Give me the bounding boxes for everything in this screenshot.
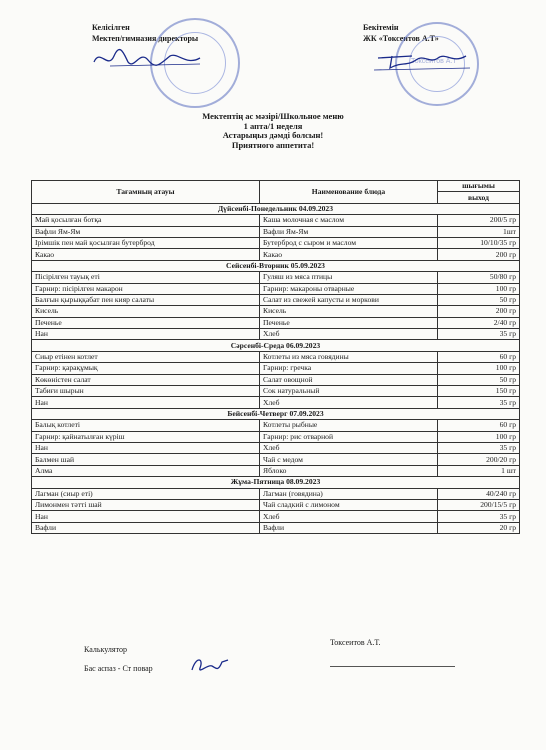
- day-header-row: [32, 203, 520, 214]
- title-line-3: Астарыңыз дәмді болсын!: [222, 130, 324, 140]
- day-header-row: [32, 260, 520, 271]
- dish-name-kz: Май қосылған ботқа: [32, 215, 260, 226]
- dish-name-ru: Вафли: [260, 522, 438, 533]
- table-row: [32, 522, 520, 533]
- dish-name-ru: Хлеб: [260, 511, 438, 522]
- column-header-kz: Тағамның атауы: [32, 181, 260, 204]
- dish-name-ru: Салат овощной: [260, 374, 438, 385]
- table-row: [32, 329, 520, 340]
- table-row: [32, 431, 520, 442]
- dish-name-ru: Хлеб: [260, 329, 438, 340]
- dish-name-kz: Нан: [32, 397, 260, 408]
- dish-name-ru: Кисель: [260, 306, 438, 317]
- dish-name-kz: Нан: [32, 329, 260, 340]
- dish-name-kz: Сиыр етінен котлет: [32, 351, 260, 362]
- dish-name-ru: Гуляш из мяса птицы: [260, 272, 438, 283]
- dish-name-kz: Вафли: [32, 522, 260, 533]
- dish-name-kz: Балмен шай: [32, 454, 260, 465]
- title-line-4: Приятного аппетита!: [231, 139, 315, 150]
- dish-name-kz: Нан: [32, 511, 260, 522]
- dish-name-kz: Балық котлеті: [32, 420, 260, 431]
- dish-name-kz: Гарнир: қарақұмық: [32, 363, 260, 374]
- column-header-ru: Наименование блюда: [260, 181, 438, 204]
- dish-name-ru: Печенье: [260, 317, 438, 328]
- table-row: [32, 374, 520, 385]
- dish-name-kz: Гарнир: пісірілген макарон: [32, 283, 260, 294]
- table-row: [32, 511, 520, 522]
- menu-title: [0, 112, 546, 150]
- dish-output: 200/20 гр: [438, 454, 520, 465]
- dish-name-ru: Каша молочная с маслом: [260, 215, 438, 226]
- dish-output: 200 гр: [438, 249, 520, 260]
- dish-output: 10/10/35 гр: [438, 237, 520, 248]
- dish-name-ru: Хлеб: [260, 397, 438, 408]
- dish-output: 50 гр: [438, 294, 520, 305]
- dish-name-kz: Алма: [32, 465, 260, 476]
- table-row: [32, 249, 520, 260]
- dish-output: 35 гр: [438, 329, 520, 340]
- dish-output: 100 гр: [438, 363, 520, 374]
- dish-name-kz: Лагман (сиыр еті): [32, 488, 260, 499]
- dish-output: 60 гр: [438, 420, 520, 431]
- dish-output: 40/240 гр: [438, 488, 520, 499]
- dish-name-ru: Гарнир: гречка: [260, 363, 438, 374]
- day-header-row: [32, 340, 520, 351]
- dish-output: 1 шт: [438, 465, 520, 476]
- dish-name-ru: Яблоко: [260, 465, 438, 476]
- dish-output: 100 гр: [438, 431, 520, 442]
- dish-name-ru: Лагман (говядина): [260, 488, 438, 499]
- calculator-name: Токсеитов А.Т.: [330, 638, 381, 647]
- dish-name-kz: Гарнир: қайнатылған күріш: [32, 431, 260, 442]
- table-row: [32, 442, 520, 453]
- dish-name-kz: Вафли Ям-Ям: [32, 226, 260, 237]
- day-label: Жұма-Пятница 08.09.2023: [32, 477, 520, 488]
- title-line-1: Мектептің ас мәзірі/Школьное меню: [202, 111, 344, 121]
- dish-name-kz: Балғын қырыққабат пен кияр салаты: [32, 294, 260, 305]
- entrepreneur-signature: [372, 48, 472, 72]
- dish-name-kz: Печенье: [32, 317, 260, 328]
- approve-label: Бекітемін: [363, 23, 399, 32]
- day-label: Сәрсенбі-Среда 06.09.2023: [32, 340, 520, 351]
- dish-output: 200/15/5 гр: [438, 499, 520, 510]
- menu-table: [31, 180, 520, 534]
- dish-name-ru: Гарнир: макароны отварные: [260, 283, 438, 294]
- dish-output: 20 гр: [438, 522, 520, 533]
- title-line-2: 1 апта/1 неделя: [243, 120, 303, 131]
- dish-output: 200/5 гр: [438, 215, 520, 226]
- dish-name-ru: Вафли Ям-Ям: [260, 226, 438, 237]
- entrepreneur-label: ЖК «Токсеитов А.Т»: [363, 34, 439, 43]
- dish-name-kz: Какао: [32, 249, 260, 260]
- dish-output: 1шт: [438, 226, 520, 237]
- table-row: [32, 272, 520, 283]
- approval-label: Келісілген: [92, 23, 130, 32]
- dish-output: 35 гр: [438, 511, 520, 522]
- table-header-row: [32, 181, 520, 192]
- dish-name-ru: Салат из свежей капусты и моркови: [260, 294, 438, 305]
- table-row: [32, 351, 520, 362]
- table-row: [32, 226, 520, 237]
- table-row: [32, 454, 520, 465]
- dish-name-ru: Чай сладкий с лимоном: [260, 499, 438, 510]
- table-row: [32, 317, 520, 328]
- day-header-row: [32, 477, 520, 488]
- dish-name-ru: Котлеты рыбные: [260, 420, 438, 431]
- table-row: [32, 420, 520, 431]
- chef-label: Бас аспаз - Ст повар: [84, 664, 153, 673]
- table-row: [32, 488, 520, 499]
- dish-name-ru: Хлеб: [260, 442, 438, 453]
- dish-name-ru: Бутерброд с сыром и маслом: [260, 237, 438, 248]
- dish-name-kz: Көкөністен салат: [32, 374, 260, 385]
- dish-name-kz: Лимонмен тәтті шай: [32, 499, 260, 510]
- stamp-text: Токсеитов А.Т: [411, 58, 457, 65]
- dish-output: 100 гр: [438, 283, 520, 294]
- dish-name-ru: Какао: [260, 249, 438, 260]
- dish-name-ru: Сок натуральный: [260, 386, 438, 397]
- day-label: Дүйсенбі-Понедельник 04.09.2023: [32, 203, 520, 214]
- dish-output: 35 гр: [438, 397, 520, 408]
- dish-name-kz: Ірімшік пен май қосылған бутерброд: [32, 237, 260, 248]
- calculator-label: Калькулятор: [84, 645, 127, 654]
- table-row: [32, 465, 520, 476]
- dish-name-ru: Гарнир: рис отварной: [260, 431, 438, 442]
- dish-name-kz: Нан: [32, 442, 260, 453]
- day-header-row: [32, 408, 520, 419]
- table-row: [32, 294, 520, 305]
- table-row: [32, 306, 520, 317]
- dish-name-kz: Пісірілген тауық еті: [32, 272, 260, 283]
- director-label: Мектеп/гимназия директоры: [92, 34, 199, 43]
- dish-name-ru: Чай с медом: [260, 454, 438, 465]
- dish-name-kz: Табиғи шырын: [32, 386, 260, 397]
- table-row: [32, 397, 520, 408]
- dish-output: 50/80 гр: [438, 272, 520, 283]
- menu-body: [32, 203, 520, 533]
- table-row: [32, 363, 520, 374]
- dish-output: 150 гр: [438, 386, 520, 397]
- chef-signature: [188, 654, 232, 676]
- table-row: [32, 215, 520, 226]
- dish-output: 35 гр: [438, 442, 520, 453]
- dish-output: 60 гр: [438, 351, 520, 362]
- dish-output: 2/40 гр: [438, 317, 520, 328]
- table-row: [32, 499, 520, 510]
- table-row: [32, 386, 520, 397]
- dish-output: 50 гр: [438, 374, 520, 385]
- calculator-signature-line: [330, 666, 455, 667]
- dish-name-kz: Кисель: [32, 306, 260, 317]
- director-signature: [90, 44, 210, 74]
- day-label: Бейсенбі-Четверг 07.09.2023: [32, 408, 520, 419]
- table-row: [32, 283, 520, 294]
- table-row: [32, 237, 520, 248]
- dish-name-ru: Котлеты из мяса говядины: [260, 351, 438, 362]
- day-label: Сейсенбі-Вторник 05.09.2023: [32, 260, 520, 271]
- dish-output: 200 гр: [438, 306, 520, 317]
- column-header-output-kz: шығымы: [438, 181, 520, 192]
- column-header-output-ru: выход: [438, 192, 520, 203]
